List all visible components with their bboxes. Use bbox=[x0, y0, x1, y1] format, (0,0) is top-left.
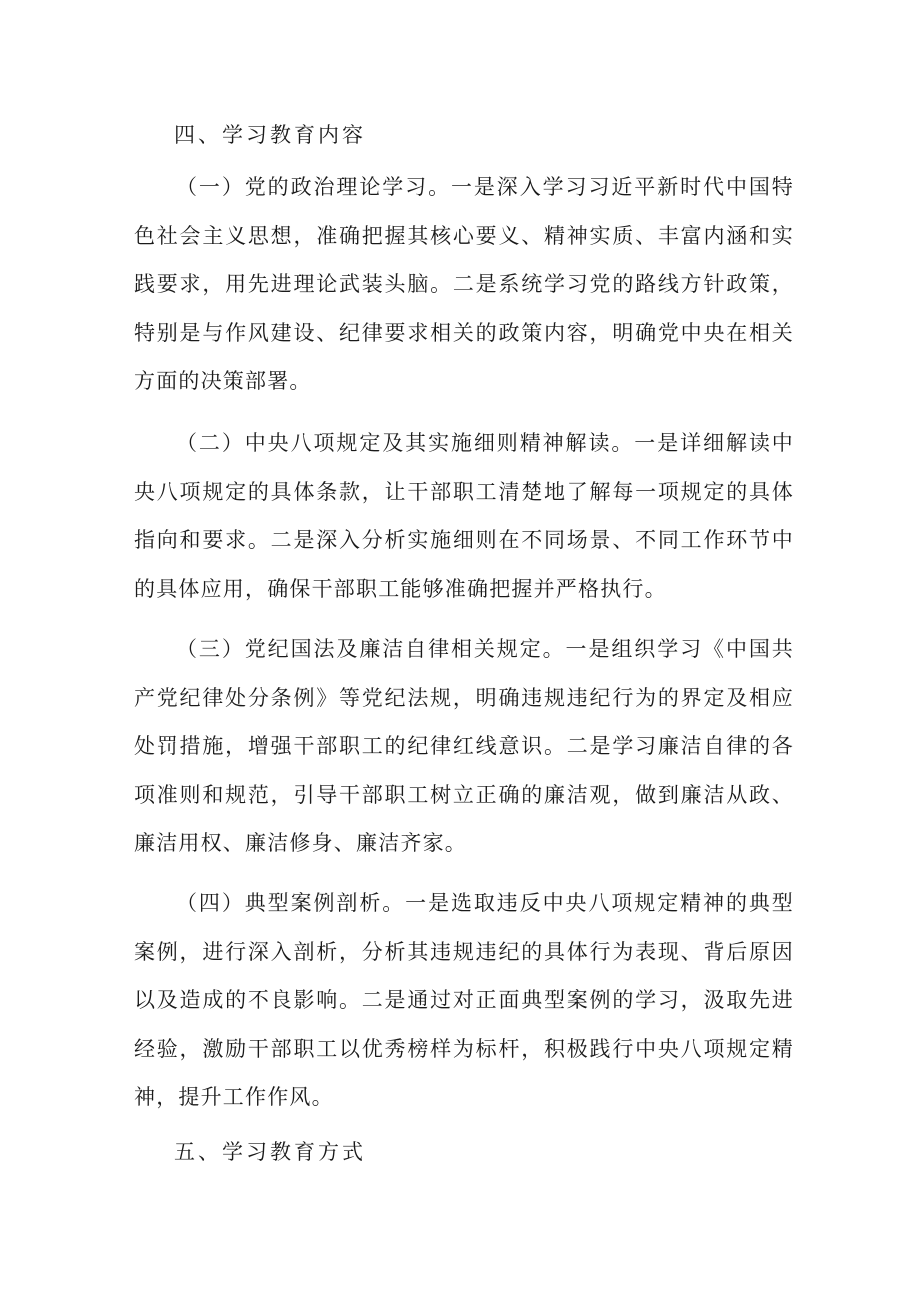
section-heading-methods: 五、学习教育方式 bbox=[174, 1140, 366, 1164]
paragraph-case-analysis: （四）典型案例剖析。一是选取违反中央八项规定精神的典型案例，进行深入剖析，分析其违规违纪的具体行为表现、背后原因以及造成的不良影响。二是通过对正面典型案例的学习，汲取先进经验，激励干部职工以优秀榜样为标杆，积极践行中央八项规定精神，提升工作作风。 bbox=[134, 891, 794, 1109]
paragraph-eight-regulations: （二）中央八项规定及其实施细则精神解读。一是详细解读中央八项规定的具体条款，让干部职工清楚地了解每一项规定的具体指向和要求。二是深入分析实施细则在不同场景、不同工作环节中的具体应用，确保干部职工能够准确把握并严格执行。 bbox=[134, 431, 794, 601]
paragraph-party-discipline: （三）党纪国法及廉洁自律相关规定。一是组织学习《中国共产党纪律处分条例》等党纪法规，明确违规违纪行为的界定及相应处罚措施，增强干部职工的纪律红线意识。二是学习廉洁自律的各项准则和规范，引导干部职工树立正确的廉洁观，做到廉洁从政、廉洁用权、廉洁修身、廉洁齐家。 bbox=[134, 637, 794, 855]
paragraph-political-theory: （一）党的政治理论学习。一是深入学习习近平新时代中国特色社会主义思想，准确把握其核心要义、精神实质、丰富内涵和实践要求，用先进理论武装头脑。二是系统学习党的路线方针政策，特别是与作风建设、纪律要求相关的政策内容，明确党中央在相关方面的决策部署。 bbox=[134, 175, 794, 393]
section-heading-content: 四、学习教育内容 bbox=[174, 123, 366, 147]
